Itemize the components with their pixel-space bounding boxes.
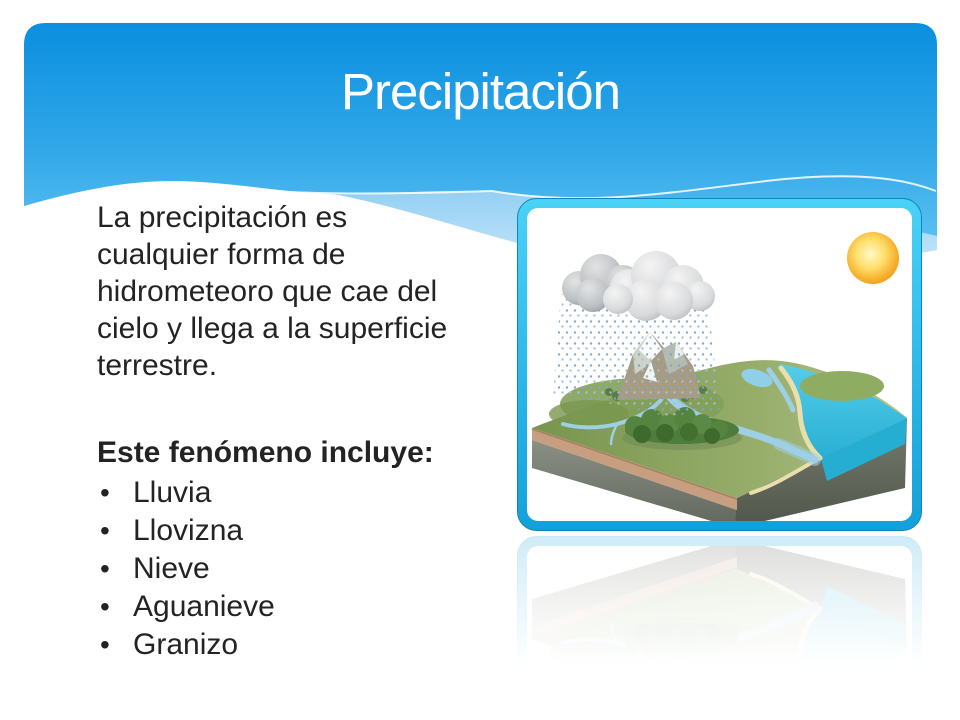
precipitation-figure [517,198,922,703]
bullet-item: • Nieve [97,550,517,588]
bullet-icon: • [100,477,110,508]
figure-reflection [517,534,922,703]
bullet-icon: • [100,591,110,622]
bullet-item: • Granizo [97,626,517,664]
bullet-icon: • [100,553,110,584]
intro-paragraph [97,199,517,384]
paragraph-line: La precipitación es [97,201,348,234]
bullet-icon: • [100,515,110,546]
body-text [97,199,517,664]
sun-icon [847,232,899,284]
paragraph-line: hidrometeoro que cae del [97,275,438,308]
bullet-item: • Llovizna [97,512,517,550]
paragraph-line: cualquier forma de [97,238,346,271]
framed-illustration [518,199,922,531]
slide-title: Precipitación [341,63,620,120]
emphasis-heading: Este fenómeno incluye: [97,436,434,469]
hill [800,371,884,401]
bullet-item: • Aguanieve [97,588,517,626]
illustration-svg [517,198,922,703]
bullet-list [97,474,517,664]
bullet-icon: • [100,629,110,660]
bullet-item: • Lluvia [97,474,517,512]
paragraph-line: terrestre. [97,349,218,382]
paragraph-line: cielo y llega a la superficie [97,312,448,345]
